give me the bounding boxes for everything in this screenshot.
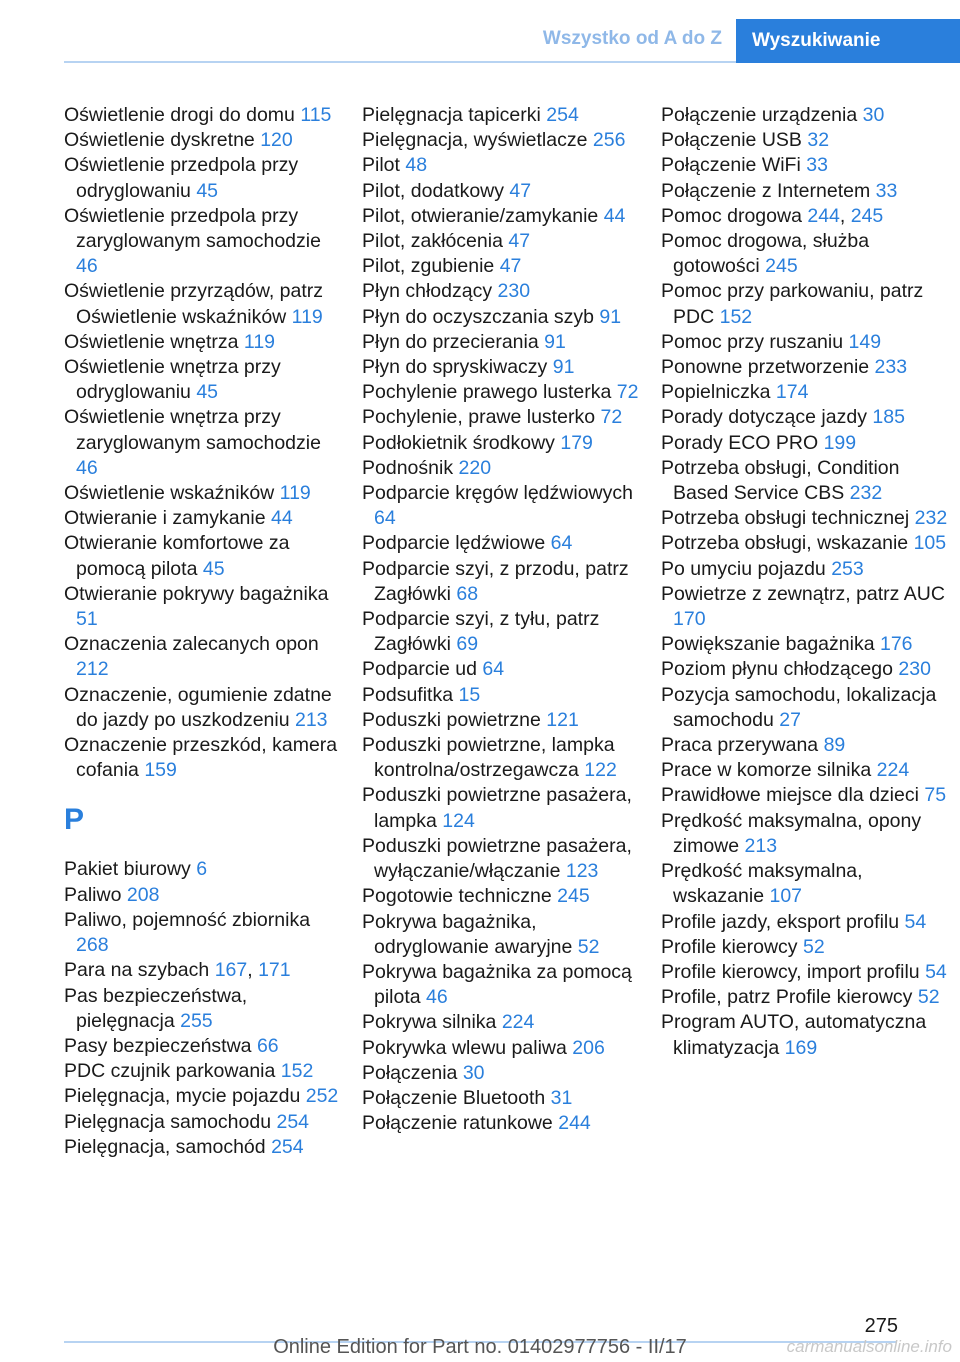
index-entry-text: Oświetlenie przedpola przy odryglowaniu (64, 154, 299, 202)
page-reference-link[interactable]: 119 (279, 482, 311, 505)
index-entry (64, 103, 344, 128)
page-reference-link[interactable]: 46 (76, 456, 98, 479)
index-entry (362, 204, 642, 229)
index-entry-text: Połączenia (362, 1061, 458, 1084)
index-entry-text: Pokrywka wlewu paliwa (362, 1036, 567, 1059)
index-entry (661, 229, 951, 279)
header-rule (64, 61, 736, 63)
page-reference-link[interactable]: 152 (280, 1060, 314, 1083)
index-entry (661, 960, 951, 985)
index-entry-text: Płyn do przecierania (362, 330, 539, 353)
index-entry (362, 531, 642, 556)
index-column-1 (64, 103, 344, 1160)
page-reference-link[interactable]: 171 (258, 959, 291, 982)
page-reference-link[interactable]: 72 (616, 381, 639, 404)
page-reference-link[interactable]: 119 (243, 330, 276, 353)
index-entry (661, 1010, 951, 1060)
page-reference-link[interactable]: 252 (305, 1085, 339, 1108)
index-entry (64, 1110, 344, 1135)
index-entry-text: Pokrywa bagażnika, odryglowanie awaryjne (362, 910, 573, 958)
index-entry-text: Oznaczenia zalecanych opon (64, 633, 319, 656)
index-entry-text: Pogotowie techniczne (362, 885, 552, 908)
page-reference-link[interactable]: 45 (196, 381, 219, 404)
index-entry-text: Ponowne przetworzenie (661, 356, 870, 379)
page-reference-link[interactable]: 174 (775, 381, 809, 404)
index-entry-text: Profile kierowcy, import profilu (661, 960, 920, 983)
index-entry (64, 683, 344, 733)
index-entry (661, 506, 951, 531)
page-reference-link[interactable]: 233 (874, 356, 908, 379)
index-entry-text: Popielniczka (661, 381, 771, 404)
index-entry-text: Potrzeba obsługi, Condition Based Service CBS (661, 456, 900, 505)
index-entry-text: Pilot, zakłócenia (362, 230, 503, 253)
page-reference-link[interactable]: 115 (300, 104, 332, 126)
index-entry (64, 330, 344, 355)
index-entry-text: Poduszki powietrzne, lampka kontrolna/ostrzegawcza (362, 734, 615, 782)
page-reference-link[interactable]: 245 (765, 255, 798, 278)
index-entry (64, 1135, 344, 1160)
page-reference-link[interactable]: 52 (577, 935, 600, 958)
page-reference-link[interactable]: 224 (501, 1011, 535, 1034)
index-entry-text: Podsufitka (362, 683, 454, 706)
page-reference-link[interactable]: 44 (271, 507, 293, 530)
page-reference-link[interactable]: 245 (557, 885, 590, 908)
index-entry-text: Pomoc drogowa (661, 204, 802, 227)
page-reference-link[interactable]: 45 (196, 179, 219, 202)
index-entry-text: Poduszki powietrzne pasażera, lampka (362, 784, 632, 832)
index-entry (64, 506, 344, 531)
page-reference-link[interactable]: 159 (144, 759, 177, 782)
page-reference-link[interactable]: 212 (76, 658, 109, 681)
page-reference-link[interactable]: 254 (546, 104, 579, 126)
page-reference-link[interactable]: 27 (779, 708, 801, 731)
index-entry (661, 683, 951, 733)
page-reference-link[interactable]: 167 (214, 959, 248, 982)
index-entry (661, 128, 951, 153)
page-reference-link[interactable]: 176 (879, 633, 913, 656)
page-reference-link[interactable]: 30 (862, 104, 885, 126)
index-entry (661, 809, 951, 859)
index-entry (362, 103, 642, 128)
page-reference-link[interactable]: 185 (872, 406, 905, 429)
index-entry (64, 531, 344, 581)
index-entry (362, 834, 642, 884)
index-entry (362, 305, 642, 330)
page-reference-link[interactable]: 69 (456, 633, 479, 656)
index-entry-text: Pielęgnacja, samochód (64, 1135, 266, 1158)
index-entry (661, 910, 951, 935)
page-reference-link[interactable]: 220 (458, 456, 492, 479)
index-entry-text: Oświetlenie wnętrza przy odryglowaniu (64, 356, 281, 404)
index-column-3 (661, 103, 951, 1061)
page-reference-link[interactable]: 51 (76, 608, 98, 631)
index-entry (362, 279, 642, 304)
index-entry (64, 405, 344, 481)
index-entry-text: Pielęgnacja, wyświetlacze (362, 129, 588, 152)
index-entry (362, 405, 642, 430)
index-entry-text: Podnośnik (362, 456, 454, 479)
index-entry (661, 179, 951, 204)
index-entry-text: Pilot, otwieranie/zamykanie (362, 204, 599, 227)
index-entry-text: Oznaczenie przeszkód, kamera cofania (64, 734, 338, 782)
page-reference-link[interactable]: 170 (673, 608, 706, 631)
page-number: 275 (864, 1315, 898, 1337)
edition-text: Online Edition for Part no. 01402977756 - II/17 (273, 1336, 687, 1358)
index-entry (661, 859, 951, 909)
index-entry-text: Pomoc drogowa, służba gotowości (661, 230, 870, 278)
index-entry (661, 733, 951, 758)
page-reference-link[interactable]: 66 (256, 1034, 279, 1057)
index-entry (362, 330, 642, 355)
index-entry-text: Otwieranie i zamykanie (64, 507, 266, 530)
index-entry (362, 733, 642, 783)
page-reference-link[interactable]: 123 (565, 860, 599, 883)
index-entry-text: Oświetlenie wnętrza przy zaryglowanym samochodzie (64, 406, 321, 454)
index-entry-text: Oświetlenie wnętrza (64, 330, 239, 353)
index-entry (64, 1084, 344, 1109)
page-reference-link[interactable]: 206 (572, 1036, 605, 1059)
index-column-2 (362, 103, 642, 1136)
page-reference-link[interactable]: 268 (76, 934, 109, 957)
index-entry-text: Pakiet biurowy (64, 858, 191, 881)
page-reference-link[interactable]: 256 (592, 129, 626, 152)
index-entry-text: Porady dotyczące jazdy (661, 406, 867, 429)
index-entry (64, 908, 344, 958)
page-reference-link[interactable]: 46 (76, 255, 98, 278)
page-reference-link[interactable]: 224 (876, 759, 910, 782)
index-entry (362, 380, 642, 405)
index-entry (64, 355, 344, 405)
page-reference-link[interactable]: 124 (442, 809, 475, 832)
index-entry (661, 783, 951, 808)
page-reference-link[interactable]: 254 (276, 1110, 310, 1133)
section-title: Wszystko od A do Z (542, 28, 722, 49)
index-entry-text: Porady ECO PRO (661, 431, 819, 454)
index-entry (64, 128, 344, 153)
page-reference-link[interactable]: 89 (823, 734, 846, 757)
index-entry-text: Pasy bezpieczeństwa (64, 1034, 252, 1057)
index-entry-text: Pochylenie, prawe lusterko (362, 406, 596, 429)
page-reference-link[interactable]: 208 (126, 883, 160, 906)
index-entry-text: Pomoc przy ruszaniu (661, 330, 844, 353)
index-entry-text: PDC czujnik parkowania (64, 1060, 276, 1083)
page-reference-link[interactable]: 232 (849, 482, 883, 505)
index-entry-text: Płyn do oczyszczania szyb (362, 305, 594, 328)
index-entry (661, 279, 951, 329)
index-entry (661, 405, 951, 430)
index-entry (661, 330, 951, 355)
page-reference-link[interactable]: 52 (802, 935, 825, 958)
watermark: carmanualsonline.info (786, 1337, 952, 1356)
index-entry-text: Pokrywa silnika (362, 1011, 497, 1034)
index-entry (661, 557, 951, 582)
page-reference-link[interactable]: 91 (544, 330, 566, 353)
index-entry-text: Oświetlenie przedpola przy zaryglowanym samochodzie (64, 204, 321, 253)
index-entry (661, 657, 951, 682)
index-entry-text: Poduszki powietrzne pasażera, wyłączanie/włączanie (362, 834, 632, 883)
page-reference-link[interactable]: 254 (271, 1135, 304, 1158)
index-entry (362, 431, 642, 456)
index-entry-text: Prawidłowe miejsce dla dzieci (661, 784, 919, 807)
index-entry-text: Oznaczenie, ogumienie zdatne do jazdy po uszkodzeniu (64, 683, 332, 731)
page-reference-link[interactable]: 72 (600, 406, 623, 429)
page-reference-link[interactable]: 64 (482, 658, 505, 681)
index-entry (661, 355, 951, 380)
index-entry-text: Połączenie ratunkowe (362, 1112, 553, 1135)
page-reference-link[interactable]: 15 (458, 683, 481, 706)
page-reference-link[interactable]: 33 (875, 179, 898, 202)
page-reference-link[interactable]: 91 (599, 305, 622, 328)
index-entry (362, 657, 642, 682)
index-entry-text: Prędkość maksymalna, opony zimowe (661, 809, 922, 857)
page-reference-link[interactable]: 47 (509, 179, 532, 202)
page-reference-link[interactable]: 52 (917, 986, 940, 1009)
index-entry-text: Pielęgnacja, mycie pojazdu (64, 1085, 301, 1108)
page-reference-link[interactable]: 47 (499, 255, 522, 278)
index-entry-text: Para na szybach (64, 959, 210, 982)
index-entry (362, 1111, 642, 1136)
index-entry (64, 481, 344, 506)
page-reference-link[interactable]: 54 (925, 960, 947, 983)
index-entry (64, 883, 344, 908)
section-tab: Wyszukiwanie (736, 19, 960, 63)
index-entry (64, 733, 344, 783)
index-entry (362, 481, 642, 531)
page-reference-link[interactable]: 6 (196, 858, 208, 881)
page-reference-link[interactable]: 64 (550, 532, 573, 555)
page-reference-link[interactable]: 213 (744, 834, 778, 857)
index-entry (362, 456, 642, 481)
page-reference-link[interactable]: 54 (904, 910, 927, 933)
page-reference-link[interactable]: 68 (456, 582, 479, 605)
page-reference-link[interactable]: 244 (558, 1112, 591, 1135)
index-entry-text: Połączenie WiFi (661, 154, 801, 177)
index-entry-text: Połączenie z Internetem (661, 179, 871, 202)
index-entry (362, 254, 642, 279)
page-reference-link[interactable]: 30 (462, 1061, 485, 1084)
index-entry-text: Podłokietnik środkowy (362, 431, 555, 454)
index-entry-text: Profile kierowcy (661, 935, 798, 958)
index-entry-text: Oświetlenie drogi do domu (64, 104, 295, 126)
index-entry (362, 355, 642, 380)
page-reference-link[interactable]: 75 (924, 784, 947, 807)
index-entry (362, 229, 642, 254)
index-entry (64, 279, 344, 329)
index-entry-text: Prędkość maksymalna, wskazanie (661, 860, 863, 908)
page-reference-link[interactable]: 232 (914, 507, 948, 530)
page-reference-link[interactable]: 230 (898, 658, 931, 681)
index-entry-text: Prace w komorze silnika (661, 759, 872, 782)
index-entry-text: Poduszki powietrzne (362, 708, 541, 731)
index-entry (661, 531, 951, 556)
index-entry (362, 683, 642, 708)
index-entry (661, 985, 951, 1010)
page-reference-link[interactable]: 91 (552, 356, 575, 379)
index-entry (661, 153, 951, 178)
index-entry-text: Powiększanie bagażnika (661, 633, 875, 656)
index-entry-text: Oświetlenie dyskretne (64, 129, 255, 152)
index-entry (362, 557, 642, 607)
index-entry (362, 153, 642, 178)
page-reference-link[interactable]: 107 (769, 885, 803, 908)
index-entry-text: Podparcie szyi, z tyłu, patrz Zagłówki (362, 608, 600, 656)
index-entry (64, 1059, 344, 1084)
index-entry: Pomoc drogowa 244, 245 (661, 204, 884, 227)
index-entry (661, 103, 951, 128)
index-entry-text: Pokrywa bagażnika za pomocą pilota (362, 960, 632, 1009)
page-reference-link[interactable]: 48 (405, 154, 428, 177)
index-entry (64, 1034, 344, 1059)
index-entry (661, 431, 951, 456)
page-reference-link[interactable]: 119 (291, 305, 323, 328)
index-entry (64, 204, 344, 280)
index-entry-text: Pilot, dodatkowy (362, 179, 504, 202)
index-entry-text: Powietrze z zewnątrz, patrz AUC (661, 582, 945, 605)
index-entry (661, 380, 951, 405)
page-reference-link[interactable]: 64 (374, 507, 396, 530)
index-entry-text: Pielęgnacja tapicerki (362, 104, 541, 126)
index-entry (64, 582, 344, 632)
index-entry-text: Pielęgnacja samochodu (64, 1110, 272, 1133)
page-reference-link[interactable]: 199 (823, 431, 857, 454)
index-entry-text: Pilot, zgubienie (362, 255, 495, 278)
page-reference-link[interactable]: 149 (848, 330, 882, 353)
index-entry-text: Paliwo, pojemność zbiornika (64, 908, 311, 931)
page-reference-link[interactable]: 44 (603, 204, 626, 227)
index-entry (362, 1036, 642, 1061)
index-entry: Para na szybach 167, 171 (64, 959, 291, 982)
index-entry (362, 1086, 642, 1111)
index-entry (362, 960, 642, 1010)
index-entry (661, 632, 951, 657)
index-entry-text: Połączenie Bluetooth (362, 1086, 546, 1109)
index-entry-text: Paliwo (64, 883, 122, 906)
index-entry-text: Otwieranie pokrywy bagażnika (64, 582, 329, 605)
index-entry-text: Podparcie kręgów lędźwiowych (362, 482, 633, 505)
index-entry (362, 179, 642, 204)
index-entry-text: Potrzeba obsługi, wskazanie (661, 532, 909, 555)
page-reference-link[interactable]: 245 (850, 204, 884, 227)
index-entry-text: Profile jazdy, eksport profilu (661, 910, 900, 933)
index-entry-text: Pochylenie prawego lusterka (362, 381, 612, 404)
index-entry (661, 758, 951, 783)
index-entry (64, 632, 344, 682)
index-entry-text: Otwieranie komfortowe za pomocą pilota (64, 532, 290, 580)
page-reference-link[interactable]: 152 (719, 305, 753, 328)
page-reference-link[interactable]: 122 (584, 759, 617, 782)
index-entry (362, 910, 642, 960)
index-entry (64, 857, 344, 882)
index-entry-text: Program AUTO, automatyczna klimatyzacja (661, 1011, 927, 1059)
page-reference-link[interactable]: 230 (497, 280, 531, 303)
index-entry (362, 1010, 642, 1035)
index-entry (64, 153, 344, 203)
index-entry (362, 1061, 642, 1086)
page-reference-link[interactable]: 31 (550, 1086, 573, 1109)
index-entry (661, 582, 951, 632)
page-reference-link[interactable]: 46 (426, 986, 448, 1009)
page-reference-link[interactable]: 213 (294, 708, 328, 731)
index-entry (362, 783, 642, 833)
index-entry-text: Pozycja samochodu, lokalizacja samochodu (661, 683, 937, 731)
index-entry (362, 128, 642, 153)
page-reference-link[interactable]: 33 (806, 154, 828, 177)
index-entry-text: Oświetlenie przyrządów, patrz Oświetlenie wskaźników (64, 280, 324, 328)
index-entry-text: Praca przerywana (661, 734, 819, 757)
page-reference-link[interactable]: 255 (180, 1009, 213, 1032)
index-entry (661, 456, 951, 506)
index-letter-heading: P (64, 803, 85, 837)
page-reference-link[interactable]: 253 (831, 557, 864, 580)
page-reference-link[interactable]: 105 (913, 532, 947, 555)
index-entry-text: Oświetlenie wskaźników (64, 482, 275, 505)
page-reference-link[interactable]: 32 (807, 129, 830, 152)
index-entry (64, 984, 344, 1034)
index-entry-text: Pomoc przy parkowaniu, patrz PDC (661, 280, 924, 328)
page-header (0, 0, 960, 62)
index-entry-text: Płyn chłodzący (362, 280, 493, 303)
index-entry (362, 884, 642, 909)
index-entry (362, 708, 642, 733)
page-reference-link[interactable]: 244 (807, 204, 840, 227)
index-entry-text: Połączenie USB (661, 129, 802, 152)
page-reference-link[interactable]: 121 (546, 708, 579, 731)
page-reference-link[interactable]: 169 (784, 1036, 818, 1059)
index-entry-text: Pilot (362, 154, 400, 177)
index-entry-text: Płyn do spryskiwaczy (362, 356, 548, 379)
index-entry-text: Podparcie ud (362, 658, 477, 681)
index-entry-text: Połączenie urządzenia (661, 104, 858, 126)
index-entry-text: Profile, patrz Profile kierowcy (661, 986, 913, 1009)
index-entry-text: Potrzeba obsługi technicznej (661, 507, 910, 530)
index-entry-text: Pas bezpieczeństwa, pielęgnacja (64, 984, 248, 1032)
page-reference-link[interactable]: 45 (202, 557, 225, 580)
page-reference-link[interactable]: 47 (508, 230, 531, 253)
page-reference-link[interactable]: 120 (260, 129, 293, 152)
index-entry (362, 607, 642, 657)
index-entry (661, 935, 951, 960)
index-entry-text: Podparcie szyi, z przodu, patrz Zagłówki (362, 557, 629, 605)
index-entry-text: Poziom płynu chłodzącego (661, 658, 893, 681)
index-entry-text: Podparcie lędźwiowe (362, 532, 546, 555)
index-entry-text: Po umyciu pojazdu (661, 557, 826, 580)
page-reference-link[interactable]: 179 (560, 431, 593, 454)
